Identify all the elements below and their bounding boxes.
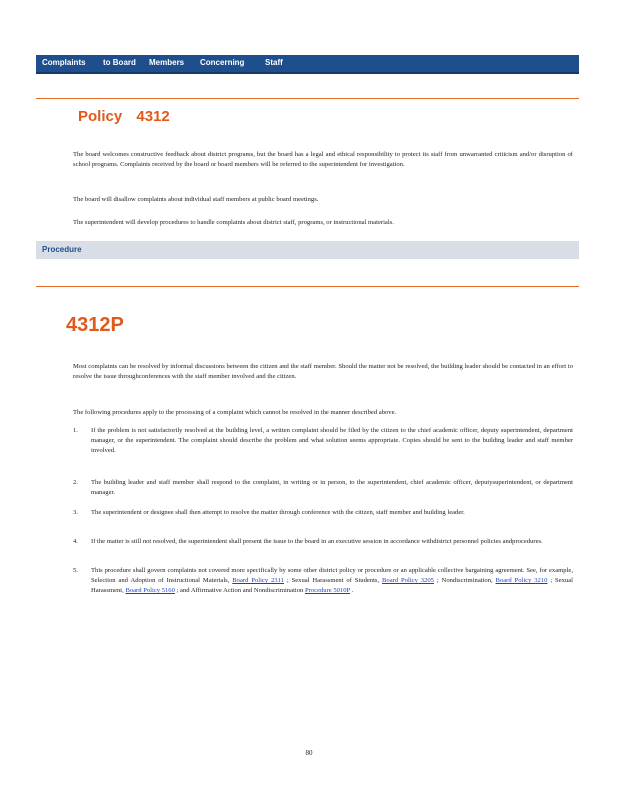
header-banner bbox=[36, 55, 579, 74]
board-policy-5160-link[interactable]: Board Policy 5160 bbox=[125, 587, 175, 594]
policy-paragraph: The board welcomes constructive feedback about district programs, but the board has a legal and ethical responsibility to protect its staff from unwarranted criticism and/or disruption of school programs. Complaints received by the board or board members will be referred to the superintendent for investigation. bbox=[73, 151, 573, 168]
banner-word: Concerning bbox=[200, 58, 245, 67]
banner-word: Staff bbox=[265, 58, 283, 67]
item-text: ; Sexual Harassment of Students, bbox=[283, 577, 383, 584]
banner-word: to Board bbox=[103, 58, 136, 67]
procedure-5010p-link[interactable]: Procedure 5010P bbox=[304, 587, 350, 594]
board-policy-3205-link[interactable]: Board Policy 3205 bbox=[382, 577, 434, 584]
item-text: ; and Affirmative Action and Nondiscrimination bbox=[174, 587, 305, 594]
list-number: 2. bbox=[73, 479, 78, 486]
section-divider bbox=[36, 286, 579, 287]
board-policy-3210-link[interactable]: Board Policy 3210 bbox=[495, 577, 548, 584]
policy-title: Policy 4312 bbox=[78, 108, 170, 125]
board-policy-2311-link[interactable]: Board Policy 2311 bbox=[232, 577, 284, 584]
procedure-header bbox=[36, 241, 579, 259]
list-number: 5. bbox=[73, 567, 78, 574]
banner-word: Complaints bbox=[42, 58, 86, 67]
procedure-intro: Most complaints can be resolved by informal discussions between the citizen and the staff member. Should the matter not be resolved, the building leader should be contacted in an effort to resolve the issue throughconferences with the staff member involved and the citizen. bbox=[73, 363, 573, 380]
list-number: 4. bbox=[73, 538, 78, 545]
procedure-lead: The following procedures apply to the processing of a complaint which cannot be resolved in the manner described above. bbox=[73, 409, 397, 416]
section-divider bbox=[36, 98, 579, 99]
page-number: 80 bbox=[305, 749, 313, 757]
list-text: If the matter is still not resolved, the superintendent shall present the issue to the board in an executive session in accordance withdistrict personnel policies andprocedures. bbox=[91, 538, 543, 545]
procedure-title: 4312P bbox=[66, 314, 124, 336]
list-text: The superintendent or designee shall then attempt to resolve the matter through conference with the citizen, staff member and building leader. bbox=[91, 509, 465, 516]
item-text: This procedure shall govern complaints not covered more specifically by some other district policy or procedure or an applicable collective bargaining agreement. See, for example, Selection and Adoption of Instructional Materials, bbox=[91, 567, 573, 584]
list-text: The building leader and staff member shall respond to the complaint, in writing or in person, to the superintendent, chief academic officer, deputysuperintendent, or department manager. bbox=[91, 479, 573, 496]
banner-word: Members bbox=[149, 58, 185, 67]
list-number: 1. bbox=[73, 427, 78, 434]
policy-paragraph: The board will disallow complaints about individual staff members at public board meetings. bbox=[73, 196, 319, 203]
item-text: ; Sexual Harassment, bbox=[91, 577, 573, 594]
item-text: ; Nondiscrimination, bbox=[433, 577, 496, 584]
list-number: 3. bbox=[73, 509, 78, 516]
list-text: If the problem is not satisfactorily resolved at the building level, a written complaint should be filed by the citizen to the chief academic officer, deputy superintendent, department manager, or the superintendent. The complaint should describe the problem and what solution seems appropriate. Copies should be sent to the building leader and staff member involved. bbox=[91, 427, 573, 454]
procedure-label: Procedure bbox=[42, 245, 82, 254]
item-text: . bbox=[349, 587, 354, 594]
policy-paragraph: The superintendent will develop procedures to handle complaints about district staff, programs, or instructional materials. bbox=[73, 219, 394, 226]
list-text bbox=[91, 566, 573, 596]
